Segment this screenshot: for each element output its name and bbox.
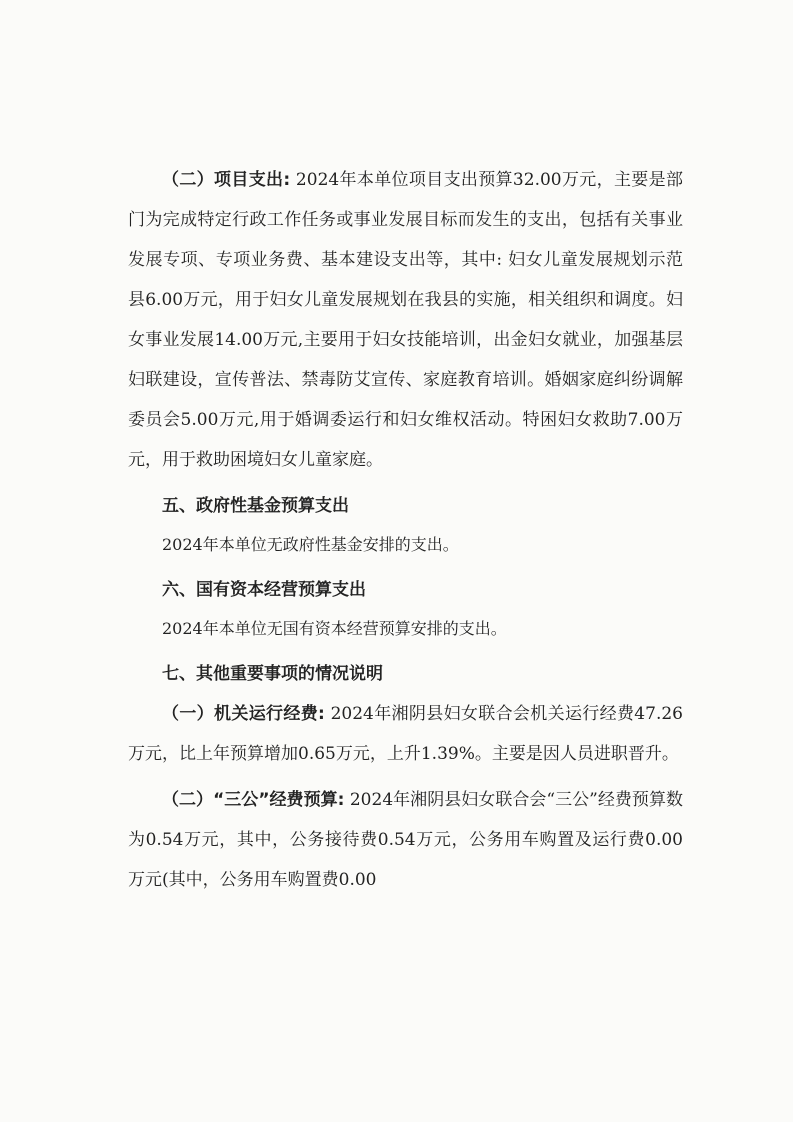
gov-fund-text: 2024年本单位无政府性基金安排的支出。 [162, 535, 459, 554]
project-expense-lead: （二）项目支出: [162, 170, 291, 190]
operating-expense-lead: （一）机关运行经费: [162, 704, 325, 724]
three-public-paragraph [128, 780, 683, 900]
three-public-text: 2024年湘阴县妇女联合会“三公”经费预算数为0.54万元，其中，公务接待费0.54万元，公务用车购置及运行费0.00万元(其中，公务用车购置费0.00 [128, 790, 683, 890]
state-capital-text: 2024年本单位无国有资本经营预算安排的支出。 [162, 619, 507, 638]
other-matters-heading: 七、其他重要事项的情况说明 [162, 664, 383, 684]
state-capital-heading: 六、国有资本经营预算支出 [162, 580, 366, 600]
project-expense-text: 2024年本单位项目支出预算32.00万元，主要是部门为完成特定行政工作任务或事业发展目标而发生的支出，包括有关事业发展专项、专项业务费、基本建设支出等，其中: 妇女儿童发展规划示范县6.00万元，用于妇女儿童发展规划在我县的实施，相关组织和调度。妇女事业发展14.00万元,主要用于妇女技能培训，出金妇女就业，加强基层妇联建设，宣传普法、禁毒防艾宣传、家庭教育培训。婚姻家庭纠纷调解委员会5.00万元,用于婚调委运行和妇女维权活动。特困妇女救助7.00万元，用于救助困境妇女儿童家庭。 [128, 170, 683, 470]
document-page [128, 160, 683, 900]
project-expense-paragraph [128, 160, 683, 480]
three-public-lead: （二）“三公”经费预算: [162, 790, 345, 810]
gov-fund-heading: 五、政府性基金预算支出 [162, 496, 349, 516]
operating-expense-paragraph [128, 694, 683, 774]
operating-expense-text: 2024年湘阴县妇女联合会机关运行经费47.26万元，比上年预算增加0.65万元，上升1.39%。主要是因人员进职晋升。 [128, 704, 683, 764]
